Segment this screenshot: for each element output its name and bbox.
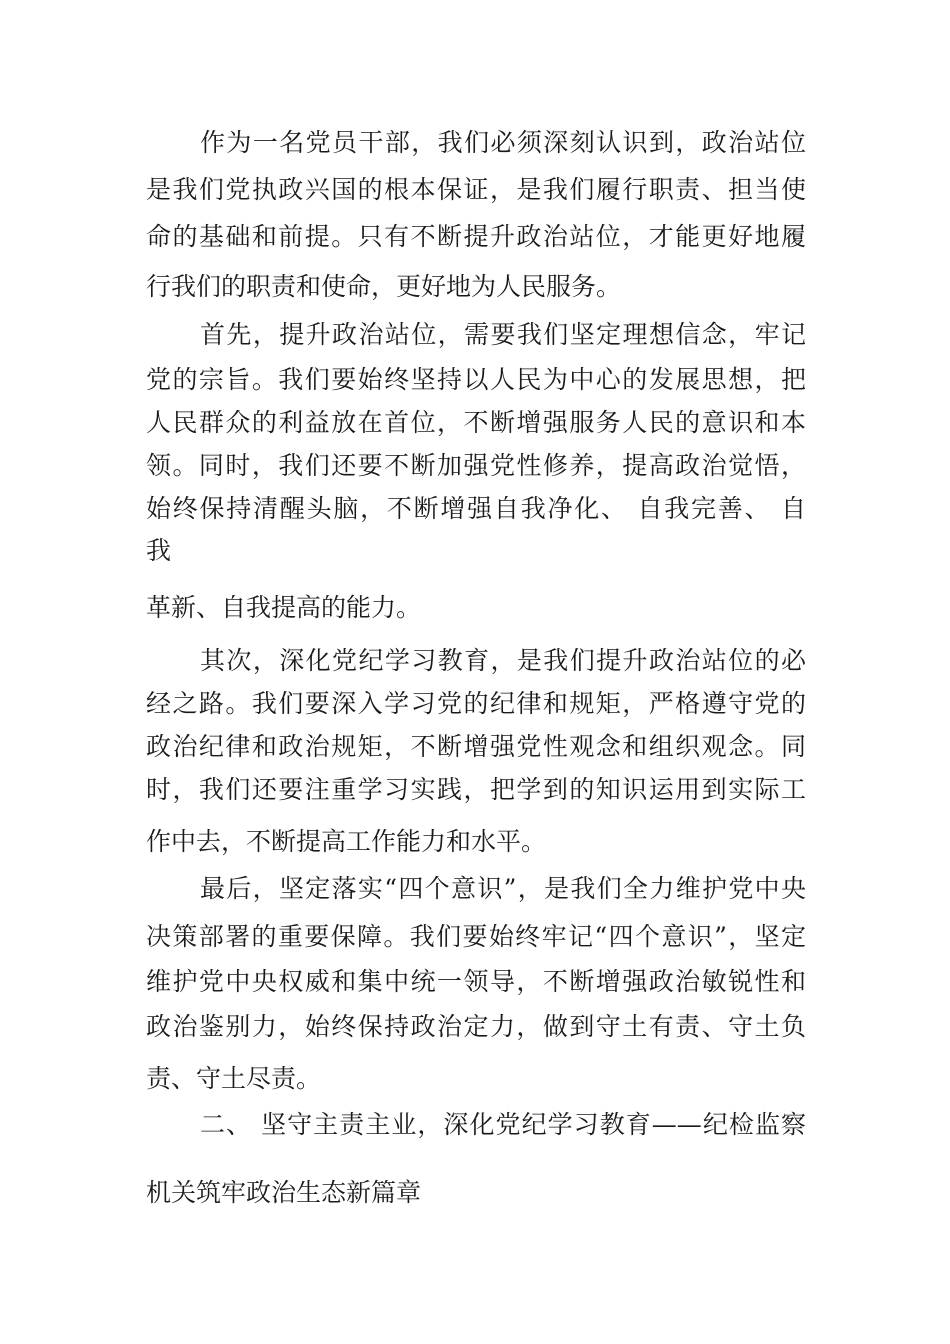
paragraph-4-line-2: 决策部署的重要保障。我们要始终牢记“四个意识”，坚定 (146, 922, 806, 951)
section-heading-line-2: 机关筑牢政治生态新篇章 (146, 1178, 422, 1207)
paragraph-3-line-4: 时，我们还要注重学习实践，把学到的知识运用到实际工 (146, 775, 806, 804)
paragraph-4-line-1: 最后，坚定落实“四个意识”，是我们全力维护党中央 (200, 874, 806, 903)
paragraph-1-line-1: 作为一名党员干部，我们必须深刻认识到，政治站位 (200, 128, 806, 157)
paragraph-3-line-3: 政治纪律和政治规矩，不断增强党性观念和组织观念。同 (146, 732, 806, 761)
paragraph-2-line-1: 首先，提升政治站位，需要我们坚定理想信念，牢记 (200, 320, 806, 349)
paragraph-1-line-4: 行我们的职责和使命，更好地为人民服务。 (146, 272, 622, 301)
paragraph-3-line-2: 经之路。我们要深入学习党的纪律和规矩，严格遵守党的 (146, 689, 806, 718)
paragraph-2-line-5: 始终保持清醒头脑，不断增强自我净化、 自我完善、 自 (146, 494, 806, 523)
paragraph-2-line-7: 革新、自我提高的能力。 (146, 593, 422, 622)
paragraph-4-line-4: 政治鉴别力，始终保持政治定力，做到守土有责、守土负 (146, 1012, 806, 1041)
section-heading-line-1: 二、 坚守主责主业，深化党纪学习教育——纪检监察 (200, 1110, 806, 1139)
paragraph-1-line-3: 命的基础和前提。只有不断提升政治站位，才能更好地履 (146, 222, 806, 251)
paragraph-1-line-2: 是我们党执政兴国的根本保证，是我们履行职责、担当使 (146, 175, 806, 204)
paragraph-2-line-3: 人民群众的利益放在首位，不断增强服务人民的意识和本 (146, 408, 806, 437)
paragraph-2-line-2: 党的宗旨。我们要始终坚持以人民为中心的发展思想，把 (146, 365, 806, 394)
paragraph-2-line-6: 我 (146, 536, 172, 565)
paragraph-2-line-4: 领。同时，我们还要不断加强党性修养，提高政治觉悟， (146, 451, 806, 480)
paragraph-3-line-1: 其次，深化党纪学习教育，是我们提升政治站位的必 (200, 646, 806, 675)
paragraph-3-line-5: 作中去，不断提高工作能力和水平。 (146, 827, 547, 856)
paragraph-4-line-5: 责、守土尽责。 (146, 1064, 322, 1093)
paragraph-4-line-3: 维护党中央权威和集中统一领导，不断增强政治敏锐性和 (146, 967, 806, 996)
